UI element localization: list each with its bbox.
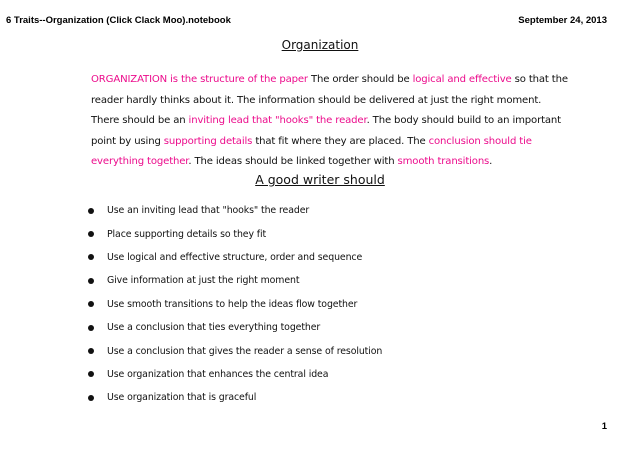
body-text: that fit where they are placed. The: [252, 135, 429, 147]
bullet-icon: [88, 254, 94, 260]
highlighted-text: ORGANIZATION is the structure of the paper: [91, 74, 308, 85]
paragraph-line: [91, 70, 571, 91]
bullet-icon: [88, 231, 94, 237]
body-text: . The ideas should be linked together with: [188, 156, 398, 167]
highlighted-text: smooth transitions: [397, 156, 490, 167]
list-item-text: Place supporting details so they fit: [107, 228, 267, 240]
paragraph-line: [91, 132, 571, 153]
list-item-text: Use organization that enhances the central idea: [107, 368, 329, 380]
list-item-text: Use a conclusion that gives the reader a sense of resolution: [107, 345, 383, 357]
page-title: Organization: [281, 38, 359, 52]
body-text: point by using: [91, 135, 164, 147]
definition-paragraph: [91, 70, 571, 173]
list-item: [88, 386, 382, 409]
paragraph-line: [91, 111, 571, 132]
bullet-icon: [88, 395, 94, 401]
page-number: 1: [601, 421, 607, 432]
bullet-icon: [88, 208, 94, 214]
list-item: [88, 339, 382, 362]
list-item-text: Use smooth transitions to help the ideas flow together: [107, 298, 358, 310]
list-item: [88, 199, 382, 222]
bullet-icon: [88, 278, 94, 284]
list-item-text: Give information at just the right moment: [107, 275, 300, 287]
list-item-text: Use logical and effective structure, order and sequence: [107, 251, 363, 263]
body-text: The order should be: [307, 74, 413, 85]
list-item: [88, 269, 382, 292]
list-item-text: Use an inviting lead that "hooks" the reader: [107, 205, 310, 217]
list-item-text: Use a conclusion that ties everything together: [107, 322, 321, 334]
paragraph-line: [91, 91, 571, 112]
highlighted-text: supporting details: [163, 135, 253, 147]
document-date: September 24, 2013: [518, 15, 607, 26]
list-item: [88, 246, 382, 269]
body-text: There should be an: [91, 115, 189, 126]
body-text: . The body should build to an important: [366, 115, 561, 126]
bullet-icon: [88, 301, 94, 307]
document-title: 6 Traits--Organization (Click Clack Moo).notebook: [6, 15, 231, 26]
section-heading: A good writer should: [255, 172, 385, 187]
paragraph-line: [91, 152, 571, 173]
bullet-icon: [88, 348, 94, 354]
highlighted-text: conclusion should tie: [428, 135, 532, 147]
list-item: [88, 293, 382, 316]
bullet-icon: [88, 371, 94, 377]
list-item-text: Use organization that is graceful: [107, 392, 257, 404]
bullet-list: [88, 199, 382, 410]
body-text: .: [489, 156, 493, 167]
body-text: reader hardly thinks about it. The information should be delivered at just the right moment.: [91, 94, 542, 106]
list-item: [88, 316, 382, 339]
list-item: [88, 222, 382, 245]
highlighted-text: inviting lead that "hooks" the reader: [188, 115, 367, 126]
body-text: so that the: [511, 74, 568, 85]
highlighted-text: everything together: [91, 156, 189, 167]
bullet-icon: [88, 325, 94, 331]
list-item: [88, 363, 382, 386]
highlighted-text: logical and effective: [412, 74, 512, 85]
